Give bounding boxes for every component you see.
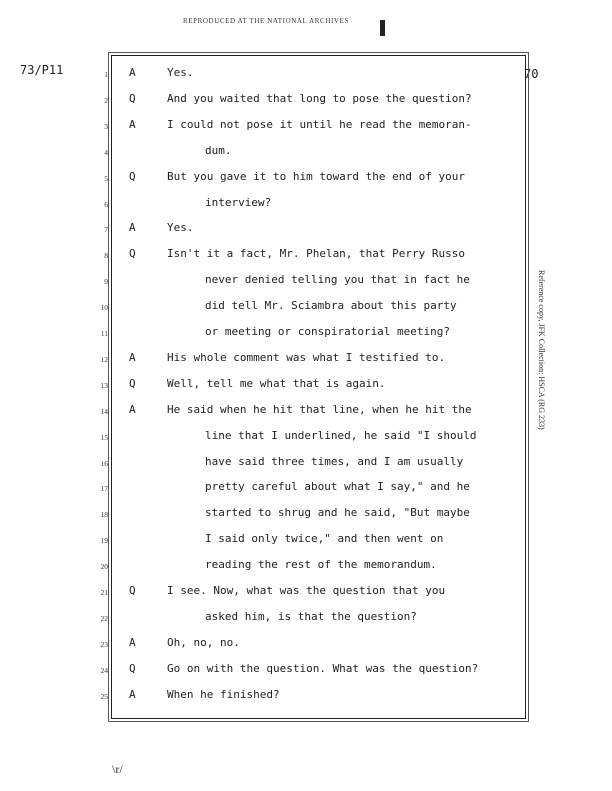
line-text: I see. Now, what was the question that you: [167, 584, 446, 597]
transcript-line: [0, 170, 612, 188]
transcript-line: [0, 144, 612, 162]
line-text: Go on with the question. What was the question?: [167, 661, 479, 675]
line-number: 2: [104, 95, 108, 105]
speaker-label: Q: [129, 376, 136, 390]
line-number: 7: [104, 225, 108, 235]
transcript-line: [0, 196, 612, 214]
line-number: 4: [104, 147, 108, 157]
line-text: But you gave it to him toward the end of your: [167, 169, 466, 183]
transcript-line: [0, 273, 612, 291]
line-number: 8: [104, 251, 108, 261]
line-text: I said only twice," and then went on: [205, 532, 444, 546]
line-number: 5: [104, 173, 108, 183]
line-text: started to shrug and he said, "But maybe: [205, 506, 470, 520]
speaker-label: A: [129, 117, 136, 131]
transcript-line: [0, 610, 612, 628]
transcript-line: [0, 247, 612, 265]
line-number: 20: [100, 562, 108, 572]
line-number: 16: [100, 458, 108, 468]
transcript-line: [0, 66, 612, 84]
speaker-label: Q: [129, 91, 136, 105]
line-text: pretty careful about what I say," and he: [205, 480, 470, 494]
transcript-line: [0, 351, 612, 369]
speaker-label: Q: [129, 584, 136, 597]
transcript-line: [0, 221, 612, 239]
line-number: 25: [100, 691, 108, 701]
speaker-label: A: [129, 402, 136, 416]
line-text: dum.: [205, 143, 232, 157]
speaker-label: A: [129, 350, 136, 364]
line-text: have said three times, and I am usually: [205, 454, 464, 468]
transcript-line: [0, 455, 612, 473]
line-text: reading the rest of the memorandum.: [205, 558, 437, 572]
speaker-label: Q: [129, 661, 136, 675]
line-number: 11: [100, 329, 108, 338]
line-number: 18: [100, 510, 108, 520]
line-text: And you waited that long to pose the question?: [167, 91, 472, 105]
line-text: Isn't it a fact, Mr. Phelan, that Perry Russo: [167, 247, 466, 261]
line-number: 1: [104, 70, 108, 79]
line-number: 17: [100, 484, 108, 494]
line-text: interview?: [205, 195, 272, 209]
reference-note: Reference copy, JFK Collection: HSCA (RG 233): [537, 270, 546, 430]
archive-stamp: REPRODUCED AT THE NATIONAL ARCHIVES: [183, 17, 349, 25]
transcript-line: [0, 584, 612, 602]
line-number: 19: [100, 536, 108, 546]
transcript-line: [0, 636, 612, 654]
line-number: 22: [100, 613, 108, 623]
line-text: Oh, no, no.: [167, 635, 240, 649]
transcript-line: [0, 532, 612, 550]
line-text: Yes.: [167, 221, 194, 235]
line-text: His whole comment was what I testified to.: [167, 350, 446, 364]
bottom-mark: \r/: [112, 762, 123, 776]
line-text: or meeting or conspiratorial meeting?: [205, 325, 451, 338]
transcript-line: [0, 92, 612, 110]
speaker-label: A: [129, 687, 136, 701]
transcript-line: [0, 403, 612, 421]
page-number: 70: [524, 67, 539, 81]
transcript-line: [0, 429, 612, 447]
transcript-line: [0, 688, 612, 706]
line-number: 9: [104, 277, 108, 287]
speaker-label: A: [129, 221, 136, 235]
line-text: never denied telling you that in fact he: [205, 273, 470, 287]
line-number: 3: [104, 121, 108, 131]
page-id: 73/P11: [20, 63, 64, 77]
line-number: 10: [100, 303, 108, 313]
line-number: 6: [104, 199, 108, 209]
line-text: He said when he hit that line, when he hit the: [167, 402, 472, 416]
transcript-line: [0, 377, 612, 395]
transcript-line: [0, 662, 612, 680]
line-text: asked him, is that the question?: [205, 609, 417, 623]
line-number: 13: [100, 380, 108, 390]
line-text: I could not pose it until he read the memoran-: [167, 117, 472, 131]
line-number: 12: [100, 354, 108, 364]
line-text: did tell Mr. Sciambra about this party: [205, 299, 457, 313]
line-text: When he finished?: [167, 687, 280, 701]
line-number: 23: [100, 639, 108, 649]
transcript-line: [0, 325, 612, 343]
speaker-label: A: [129, 635, 136, 649]
transcript-line: [0, 480, 612, 498]
line-text: Well, tell me what that is again.: [167, 376, 386, 390]
line-text: Yes.: [167, 66, 194, 79]
speaker-label: Q: [129, 247, 136, 261]
transcript-line: [0, 506, 612, 524]
speaker-label: Q: [129, 169, 136, 183]
line-text: line that I underlined, he said "I should: [205, 428, 477, 442]
speaker-label: A: [129, 66, 136, 79]
transcript-line: [0, 118, 612, 136]
line-number: 21: [100, 588, 108, 597]
line-number: 24: [100, 665, 108, 675]
transcript-line: [0, 299, 612, 317]
transcript-line: [0, 558, 612, 576]
line-number: 15: [100, 432, 108, 442]
line-number: 14: [100, 406, 108, 416]
